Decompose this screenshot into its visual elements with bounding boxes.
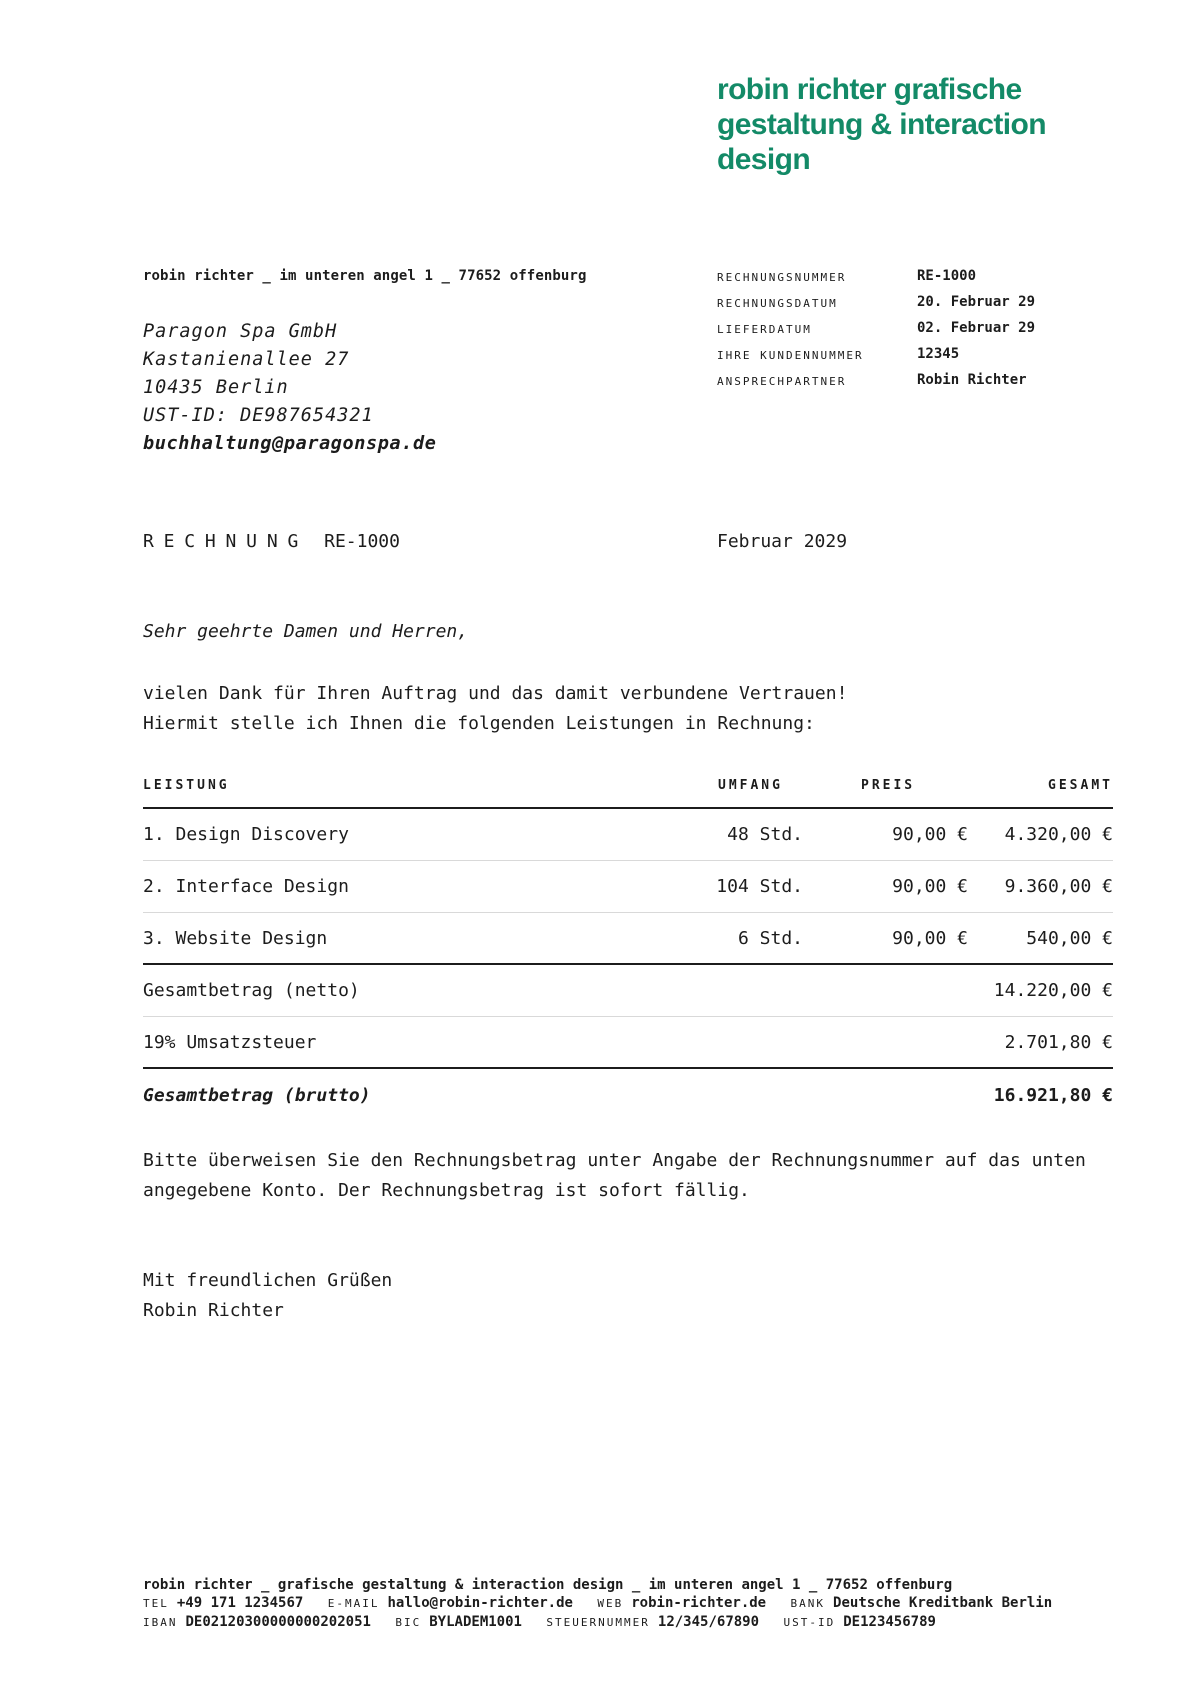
footer-tax-label: STEUERNUMMER	[546, 1616, 650, 1629]
invoice-month: Februar 2029	[717, 531, 848, 552]
meta-row	[717, 344, 1035, 370]
net-total-row	[143, 965, 1113, 1017]
vat-value: 2.701,80 €	[1004, 1031, 1113, 1053]
invoice-title-number: RE-1000	[324, 531, 400, 552]
row-amount: 48 Std.	[727, 824, 803, 845]
net-total-label: Gesamtbetrag (netto)	[143, 980, 360, 1001]
signoff-greeting: Mit freundlichen Grüßen	[143, 1270, 393, 1291]
footer-tax-number: 12/345/67890	[657, 1614, 760, 1630]
row-amount: 104 Std.	[716, 876, 803, 897]
meta-row	[717, 266, 1035, 292]
gross-total-row	[143, 1069, 1113, 1121]
row-price: 90,00 €	[892, 824, 968, 845]
meta-value: 02. Februar 29	[917, 320, 1036, 336]
intro-text	[143, 679, 847, 739]
footer-web-label: WEB	[597, 1597, 624, 1610]
recipient-email[interactable]: buchhaltung@paragonspa.de	[143, 433, 437, 454]
signoff-name: Robin Richter	[143, 1300, 284, 1321]
footer-bank-label: BANK	[790, 1597, 826, 1610]
recipient-company: Paragon Spa GmbH	[143, 321, 338, 342]
table-row	[143, 861, 1113, 913]
table-header	[143, 764, 1113, 809]
signoff	[143, 1266, 392, 1326]
sender-address-line: robin richter _ im unteren angel 1 _ 77652 offenburg	[143, 268, 587, 284]
row-price: 90,00 €	[892, 876, 968, 897]
meta-label: RECHNUNGSDATUM	[717, 297, 838, 310]
meta-label: RECHNUNGSNUMMER	[717, 271, 847, 284]
row-amount: 6 Std.	[737, 927, 803, 949]
footer-contact-line	[143, 1594, 1052, 1613]
footer-iban-label: IBAN	[143, 1616, 178, 1629]
brand-wordmark: robin richter grafische gestaltung & interaction design	[717, 73, 1046, 176]
row-total: 540,00 €	[1026, 927, 1113, 949]
meta-value: RE-1000	[917, 268, 977, 284]
table-row	[143, 809, 1113, 861]
header-service: LEISTUNG	[143, 778, 230, 793]
footer-vat-label: UST-ID	[783, 1616, 836, 1629]
recipient-city: 10435 Berlin	[143, 377, 289, 398]
invoice-meta	[717, 266, 1035, 396]
gross-total-label: Gesamtbetrag (brutto)	[143, 1084, 371, 1106]
recipient-vat-id: UST-ID: DE987654321	[143, 405, 374, 426]
meta-value: 20. Februar 29	[917, 294, 1036, 310]
footer-tel-label: TEL	[143, 1597, 169, 1610]
footer-bank: Deutsche Kreditbank Berlin	[833, 1595, 1053, 1611]
meta-row	[717, 370, 1035, 396]
footer	[143, 1576, 1052, 1632]
invoice-title-word: RECHNUNG	[143, 531, 309, 552]
row-total: 4.320,00 €	[1004, 824, 1113, 845]
row-service: 2. Interface Design	[143, 876, 349, 897]
invoice-title	[143, 531, 400, 552]
header-price: PREIS	[861, 778, 916, 793]
meta-value: 12345	[917, 346, 960, 362]
meta-label: ANSPRECHPARTNER	[717, 375, 847, 388]
meta-row	[717, 318, 1035, 344]
meta-value: Robin Richter	[917, 372, 1027, 388]
meta-row	[717, 292, 1035, 318]
footer-bic: BYLADEM1001	[429, 1614, 522, 1630]
footer-address-line: robin richter _ grafische gestaltung & interaction design _ im unteren angel 1 _ 77652 offenburg	[143, 1577, 953, 1593]
closing-text: Bitte überweisen Sie den Rechnungsbetrag unter Angabe der Rechnungsnummer auf das unten angegebene Konto. Der Rechnungsbetrag ist sofort fällig.	[143, 1150, 1086, 1201]
salutation: Sehr geehrte Damen und Herren,	[143, 621, 469, 642]
vat-row	[143, 1017, 1113, 1069]
net-total-value: 14.220,00 €	[993, 980, 1113, 1001]
row-service: 3. Website Design	[143, 927, 328, 949]
table-row	[143, 913, 1113, 965]
row-service: 1. Design Discovery	[143, 824, 349, 845]
row-total: 9.360,00 €	[1004, 876, 1113, 897]
footer-email[interactable]: hallo@robin-richter.de	[387, 1595, 573, 1611]
services-table	[143, 764, 1113, 1121]
footer-web[interactable]: robin-richter.de	[631, 1595, 767, 1611]
footer-bic-label: BIC	[395, 1616, 422, 1629]
recipient-street: Kastanienallee 27	[143, 349, 350, 370]
footer-vat-id: DE123456789	[843, 1614, 936, 1630]
gross-total-value: 16.921,80 €	[993, 1084, 1113, 1106]
meta-label: IHRE KUNDENNUMMER	[717, 349, 864, 362]
intro-line: Hiermit stelle ich Ihnen die folgenden Leistungen in Rechnung:	[143, 713, 815, 734]
meta-label: LIEFERDATUM	[717, 323, 812, 336]
intro-line: vielen Dank für Ihren Auftrag und das damit verbundene Vertrauen!	[143, 683, 848, 704]
header-total: GESAMT	[1048, 778, 1113, 793]
header-amount: UMFANG	[718, 778, 783, 793]
recipient-address	[143, 318, 436, 458]
footer-tel[interactable]: +49 171 1234567	[176, 1595, 304, 1611]
vat-label: 19% Umsatzsteuer	[143, 1031, 317, 1053]
row-price: 90,00 €	[892, 927, 968, 949]
footer-bank-line	[143, 1613, 1052, 1632]
footer-email-label: E-MAIL	[327, 1597, 380, 1610]
footer-iban: DE02120300000000202051	[185, 1614, 371, 1630]
